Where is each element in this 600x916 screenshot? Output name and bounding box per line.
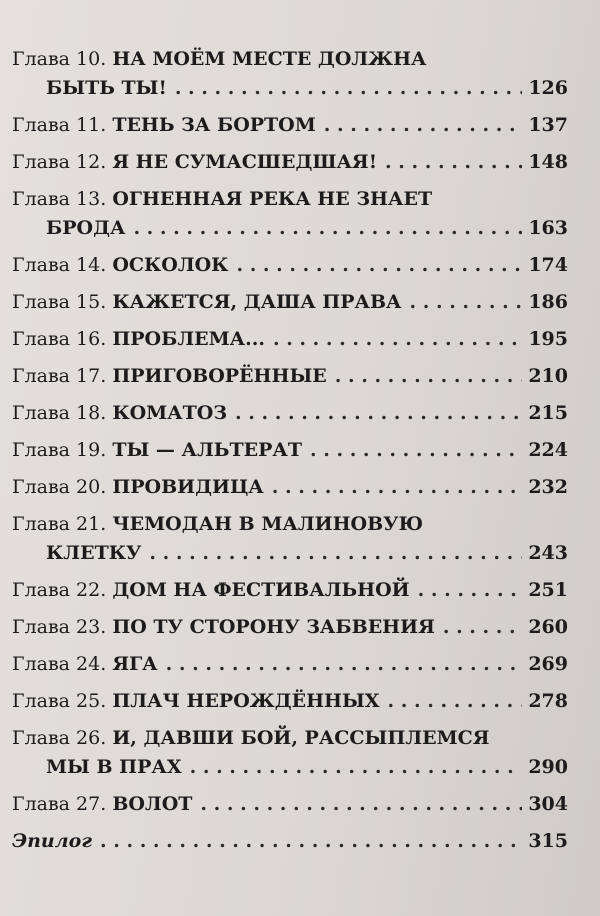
- chapter-title: ЧЕМОДАН В МАЛИНОВУЮ: [112, 513, 424, 535]
- toc-entry[interactable]: [12, 795, 568, 814]
- chapter-title: ПРИГОВОРЁННЫЕ: [112, 365, 327, 387]
- chapter-number: Глава 20.: [12, 476, 107, 498]
- page-number: 243: [528, 542, 568, 564]
- toc-entry[interactable]: [12, 367, 568, 386]
- leader-dots: [235, 404, 522, 423]
- chapter-number: Глава 25.: [12, 690, 107, 712]
- toc-line: [12, 544, 568, 563]
- table-of-contents: [12, 50, 568, 869]
- chapter-number: Глава 16.: [12, 328, 107, 350]
- leader-dots: [272, 478, 522, 497]
- chapter-number: Глава 14.: [12, 254, 107, 276]
- page-number: 148: [528, 151, 568, 173]
- leader-dots: [200, 795, 522, 814]
- leader-dots: [175, 79, 522, 98]
- chapter-title: ЯГА: [112, 653, 158, 675]
- chapter-title: КОМАТОЗ: [112, 402, 228, 424]
- leader-dots: [418, 581, 522, 600]
- toc-entry[interactable]: [12, 256, 568, 275]
- leader-dots: [236, 256, 522, 275]
- chapter-title: ПРОБЛЕМА...: [112, 328, 265, 350]
- page-number: 232: [528, 476, 568, 498]
- leader-dots: [166, 655, 522, 674]
- page-number: 251: [528, 579, 568, 601]
- toc-entry[interactable]: [12, 515, 568, 563]
- chapter-title: НА МОЁМ МЕСТЕ ДОЛЖНА: [112, 48, 427, 70]
- page-number: 195: [528, 328, 568, 350]
- chapter-number: Эпилог: [12, 830, 93, 852]
- chapter-number: Глава 13.: [12, 188, 107, 210]
- toc-entry[interactable]: [12, 581, 568, 600]
- page-number: 210: [528, 365, 568, 387]
- leader-dots: [324, 116, 522, 135]
- leader-dots: [133, 219, 522, 238]
- toc-line: [12, 581, 568, 600]
- chapter-title: ПЛАЧ НЕРОЖДЁННЫХ: [112, 690, 380, 712]
- page-number: 174: [528, 254, 568, 276]
- chapter-title: ПО ТУ СТОРОНУ ЗАБВЕНИЯ: [112, 616, 435, 638]
- leader-dots: [190, 758, 522, 777]
- chapter-title: ТЫ — АЛЬТЕРАТ: [112, 439, 302, 461]
- toc-line: [12, 367, 568, 386]
- toc-line: [12, 795, 568, 814]
- toc-entry[interactable]: [12, 293, 568, 312]
- chapter-title: КЛЕТКУ: [46, 542, 142, 564]
- toc-line: [12, 758, 568, 777]
- toc-entry[interactable]: [12, 190, 568, 238]
- toc-line: [12, 219, 568, 238]
- chapter-title: БРОДА: [46, 217, 126, 239]
- toc-entry[interactable]: [12, 441, 568, 460]
- toc-entry[interactable]: [12, 116, 568, 135]
- chapter-number: Глава 24.: [12, 653, 107, 675]
- leader-dots: [385, 153, 522, 172]
- chapter-title: МЫ В ПРАХ: [46, 756, 182, 778]
- chapter-number: Глава 17.: [12, 365, 107, 387]
- toc-entry[interactable]: [12, 729, 568, 777]
- page-number: 269: [528, 653, 568, 675]
- toc-line: [12, 478, 568, 497]
- chapter-number: Глава 15.: [12, 291, 107, 313]
- chapter-title: И, ДАВШИ БОЙ, РАССЫПЛЕМСЯ: [112, 727, 490, 749]
- toc-line: [12, 655, 568, 674]
- toc-line: [12, 729, 568, 748]
- toc-line: [12, 153, 568, 172]
- chapter-title: ОГНЕННАЯ РЕКА НЕ ЗНАЕТ: [112, 188, 433, 210]
- toc-line: [12, 79, 568, 98]
- chapter-number: Глава 12.: [12, 151, 107, 173]
- chapter-number: Глава 18.: [12, 402, 107, 424]
- toc-entry[interactable]: [12, 618, 568, 637]
- toc-line: [12, 256, 568, 275]
- chapter-number: Глава 23.: [12, 616, 107, 638]
- page-number: 163: [528, 217, 568, 239]
- toc-entry[interactable]: [12, 404, 568, 423]
- toc-entry[interactable]: [12, 832, 568, 851]
- leader-dots: [335, 367, 522, 386]
- leader-dots: [443, 618, 522, 637]
- toc-line: [12, 692, 568, 711]
- chapter-title: Я НЕ СУМАСШЕДШАЯ!: [112, 151, 378, 173]
- toc-line: [12, 404, 568, 423]
- leader-dots: [410, 293, 522, 312]
- chapter-number: Глава 21.: [12, 513, 107, 535]
- page-number: 215: [528, 402, 568, 424]
- chapter-title: ТЕНЬ ЗА БОРТОМ: [112, 114, 316, 136]
- page-number: 290: [528, 756, 568, 778]
- chapter-number: Глава 26.: [12, 727, 107, 749]
- chapter-number: Глава 22.: [12, 579, 107, 601]
- chapter-title: КАЖЕТСЯ, ДАША ПРАВА: [112, 291, 402, 313]
- page-number: 126: [528, 77, 568, 99]
- toc-line: [12, 832, 568, 851]
- page-number: 278: [528, 690, 568, 712]
- toc-line: [12, 618, 568, 637]
- toc-line: [12, 293, 568, 312]
- chapter-number: Глава 27.: [12, 793, 107, 815]
- chapter-number: Глава 11.: [12, 114, 107, 136]
- toc-line: [12, 190, 568, 209]
- leader-dots: [149, 544, 522, 563]
- toc-line: [12, 116, 568, 135]
- toc-entry[interactable]: [12, 330, 568, 349]
- chapter-title: ОСКОЛОК: [112, 254, 229, 276]
- toc-entry[interactable]: [12, 50, 568, 98]
- chapter-number: Глава 19.: [12, 439, 107, 461]
- leader-dots: [310, 441, 522, 460]
- chapter-number: Глава 10.: [12, 48, 107, 70]
- toc-entry[interactable]: [12, 655, 568, 674]
- chapter-title: ДОМ НА ФЕСТИВАЛЬНОЙ: [112, 579, 410, 601]
- toc-line: [12, 330, 568, 349]
- page-number: 304: [528, 793, 568, 815]
- page-number: 224: [528, 439, 568, 461]
- toc-entry[interactable]: [12, 153, 568, 172]
- toc-line: [12, 441, 568, 460]
- chapter-title: БЫТЬ ТЫ!: [46, 77, 167, 99]
- toc-line: [12, 515, 568, 534]
- page-number: 260: [528, 616, 568, 638]
- page-number: 315: [528, 830, 568, 852]
- toc-entry[interactable]: [12, 692, 568, 711]
- toc-line: [12, 50, 568, 69]
- toc-entry[interactable]: [12, 478, 568, 497]
- page-number: 137: [528, 114, 568, 136]
- chapter-title: ПРОВИДИЦА: [112, 476, 264, 498]
- page-number: 186: [528, 291, 568, 313]
- leader-dots: [388, 692, 522, 711]
- chapter-title: ВОЛОТ: [112, 793, 193, 815]
- leader-dots: [273, 330, 522, 349]
- leader-dots: [100, 832, 522, 851]
